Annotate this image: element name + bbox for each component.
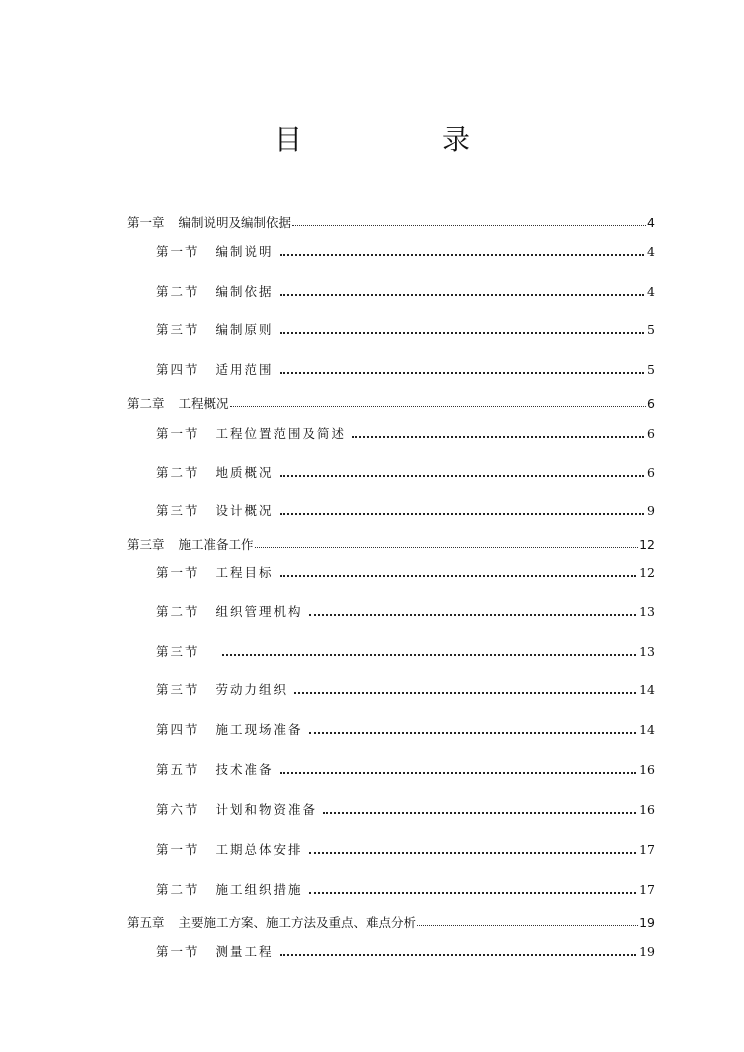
toc-entry-label: 第三节: [156, 503, 200, 518]
toc-section-entry[interactable]: [156, 840, 655, 858]
toc-entry-title: 编制依据: [215, 284, 274, 299]
toc-entry-title: 施工准备工作: [178, 537, 254, 552]
toc-entry-title: 施工组织措施: [215, 882, 303, 897]
toc-entry-page-number: 17: [639, 842, 655, 857]
toc-entry-page-number: 17: [639, 882, 655, 897]
toc-entry-title: 编制说明及编制依据: [178, 215, 292, 230]
toc-entry-title: 计划和物资准备: [215, 802, 318, 817]
toc-entry-label: 第二章: [127, 396, 165, 411]
toc-entry-title: 工程目标: [215, 565, 274, 580]
toc-entry-label: 第一节: [156, 244, 200, 259]
dot-leader: [280, 944, 637, 956]
toc-entry-label: 第三章: [127, 537, 165, 552]
toc-entry-title: 技术准备: [215, 762, 274, 777]
toc-entry-label: 第三节: [156, 644, 200, 659]
toc-section-entry[interactable]: [156, 501, 655, 519]
dot-leader: [222, 644, 637, 656]
toc-section-entry[interactable]: [156, 720, 655, 738]
toc-entry-title: 编制说明: [215, 244, 274, 259]
toc-section-entry[interactable]: [156, 760, 655, 778]
toc-entry-label: 第四节: [156, 722, 200, 737]
dot-leader: [352, 426, 644, 438]
toc-section-entry[interactable]: [156, 282, 655, 300]
toc-section-entry[interactable]: [156, 642, 655, 660]
dot-leader: [280, 284, 645, 296]
toc-entry-label: 第五节: [156, 762, 200, 777]
toc-entry-label: 第二节: [156, 284, 200, 299]
toc-entry-page-number: 13: [639, 604, 655, 619]
toc-entry-title: 工程位置范围及简述: [215, 426, 347, 441]
toc-entry-page-number: 16: [639, 802, 655, 817]
toc-section-entry[interactable]: [156, 242, 655, 260]
toc-entry-page-number: 5: [647, 322, 655, 337]
toc-chapter-entry[interactable]: [127, 535, 655, 553]
toc-entry-label: 第二节: [156, 882, 200, 897]
toc-chapter-entry[interactable]: [127, 394, 655, 412]
dot-leader: [417, 916, 638, 926]
dot-leader: [280, 322, 645, 334]
toc-entry-title: 主要施工方案、施工方法及重点、难点分析: [178, 915, 417, 930]
toc-entry-label: 第三节: [156, 682, 200, 697]
toc-entry-title: 工期总体安排: [215, 842, 303, 857]
toc-section-entry[interactable]: [156, 563, 655, 581]
dot-leader: [280, 465, 645, 477]
dot-leader: [230, 397, 647, 407]
toc-entry-page-number: 12: [639, 537, 655, 552]
toc-entry-label: 第一节: [156, 944, 200, 959]
dot-leader: [280, 362, 645, 374]
toc-section-entry[interactable]: [156, 424, 655, 442]
toc-entry-page-number: 9: [647, 503, 655, 518]
toc-entry-page-number: 16: [639, 762, 655, 777]
toc-section-entry[interactable]: [156, 602, 655, 620]
toc-section-entry[interactable]: [156, 320, 655, 338]
toc-chapter-entry[interactable]: [127, 913, 655, 931]
dot-leader: [309, 722, 637, 734]
toc-section-entry[interactable]: [156, 880, 655, 898]
toc-entry-page-number: 6: [647, 426, 655, 441]
toc-entry-title: 适用范围: [215, 362, 274, 377]
toc-entry-page-number: 5: [647, 362, 655, 377]
toc-entry-label: 第二节: [156, 465, 200, 480]
dot-leader: [294, 682, 636, 694]
toc-entry-page-number: 14: [639, 682, 655, 697]
toc-entry-page-number: 13: [639, 644, 655, 659]
dot-leader: [309, 842, 637, 854]
dot-leader: [280, 244, 645, 256]
dot-leader: [280, 565, 637, 577]
toc-entry-label: 第一节: [156, 565, 200, 580]
dot-leader: [280, 503, 645, 515]
toc-entry-title: 编制原则: [215, 322, 274, 337]
toc-chapter-entry[interactable]: [127, 213, 655, 231]
toc-entry-page-number: 12: [639, 565, 655, 580]
toc-entry-title: 施工现场准备: [215, 722, 303, 737]
toc-entry-label: 第六节: [156, 802, 200, 817]
page-title: 目 录: [273, 123, 526, 156]
toc-entry-label: 第一节: [156, 842, 200, 857]
toc-entry-page-number: 6: [647, 465, 655, 480]
toc-entry-label: 第四节: [156, 362, 200, 377]
toc-entry-page-number: 19: [639, 944, 655, 959]
toc-entry-label: 第一章: [127, 215, 165, 230]
toc-entry-title: 地质概况: [215, 465, 274, 480]
toc-section-entry[interactable]: [156, 463, 655, 481]
dot-leader: [255, 538, 639, 548]
toc-entry-title: 组织管理机构: [215, 604, 303, 619]
toc-section-entry[interactable]: [156, 942, 655, 960]
dot-leader: [280, 762, 637, 774]
toc-entry-page-number: 4: [647, 215, 655, 230]
toc-entry-page-number: 14: [639, 722, 655, 737]
toc-entry-page-number: 6: [647, 396, 655, 411]
toc-entry-page-number: 4: [647, 284, 655, 299]
dot-leader: [309, 882, 637, 894]
dot-leader: [292, 216, 646, 226]
dot-leader: [323, 802, 636, 814]
toc-section-entry[interactable]: [156, 800, 655, 818]
toc-entry-label: 第一节: [156, 426, 200, 441]
toc-section-entry[interactable]: [156, 360, 655, 378]
toc-entry-label: 第二节: [156, 604, 200, 619]
dot-leader: [309, 604, 637, 616]
toc-entry-label: 第五章: [127, 915, 165, 930]
toc-entry-title: 劳动力组织: [215, 682, 289, 697]
toc-section-entry[interactable]: [156, 680, 655, 698]
toc-entry-label: 第三节: [156, 322, 200, 337]
toc-entry-page-number: 4: [647, 244, 655, 259]
toc-entry-title: 设计概况: [215, 503, 274, 518]
toc-entry-title: 工程概况: [178, 396, 229, 411]
toc-entry-page-number: 19: [639, 915, 655, 930]
toc-entry-title: 测量工程: [215, 944, 274, 959]
